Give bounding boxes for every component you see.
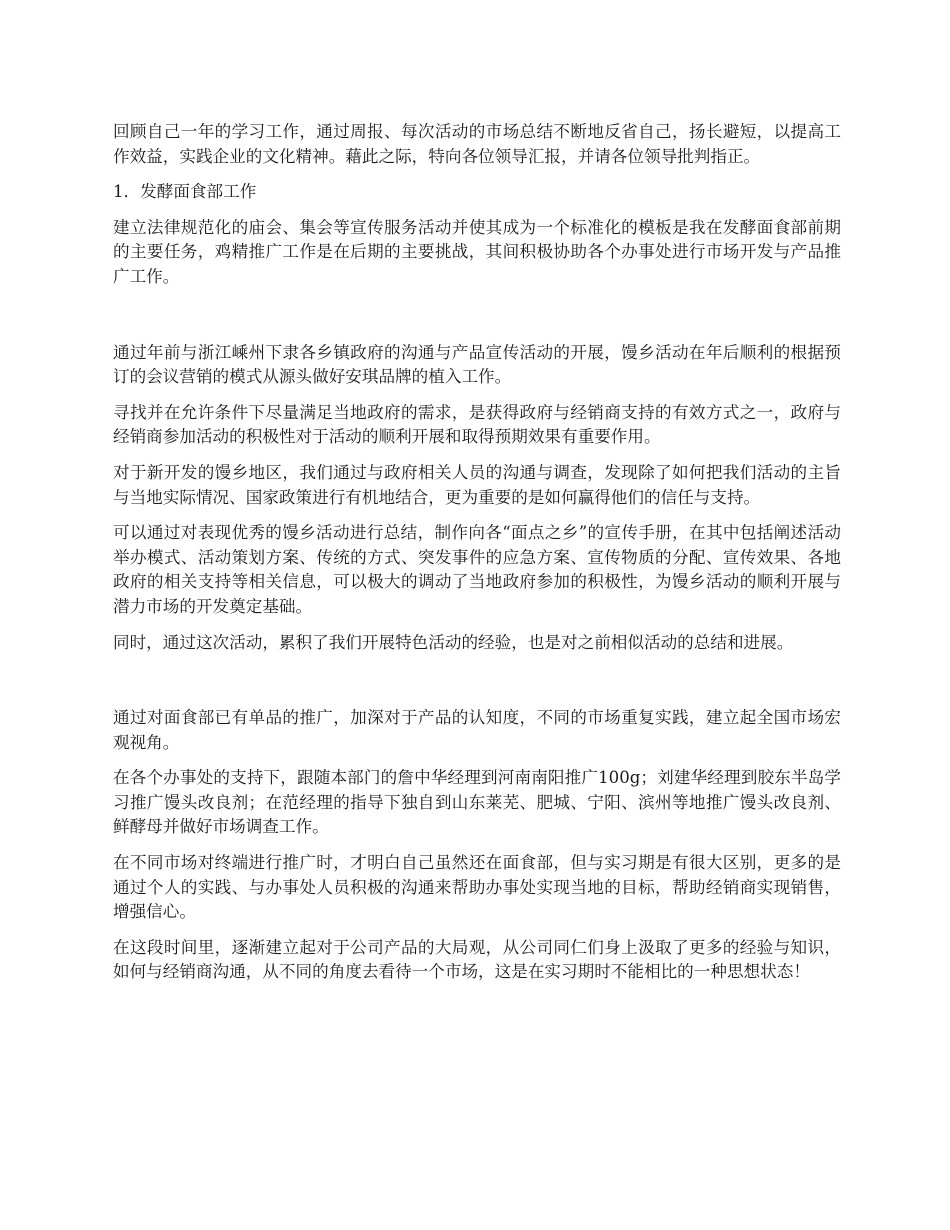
paragraph: 可以通过对表现优秀的馒乡活动进行总结，制作向各“面点之乡”的宣传手册，在其中包括阐述活动举办模式、活动策划方案、传统的方式、突发事件的应急方案、宣传物质的分配、宣传效果、各地政府的相关支持等相关信息，可以极大的调动了当地政府参加的积极性，为馒乡活动的顺利开展与潜力市场的开发奠定基础。 — [113, 523, 841, 616]
paragraph: 在不同市场对终端进行推广时，才明白自己虽然还在面食部，但与实习期是有很大区别，更多的是通过个人的实践、与办事处人员积极的沟通来帮助办事处实现当地的目标，帮助经销商实现销售，增强信心。 — [113, 853, 841, 922]
section-heading: 1．发酵面食部工作 — [113, 182, 257, 202]
paragraph: 在各个办事处的支持下，跟随本部门的詹中华经理到河南南阳推广100g；刘建华经理到胶东半岛学习推广馒头改良剂；在范经理的指导下独自到山东莱芜、肥城、宁阳、滨州等地推广馒头改良剂、鲜酵母并做好市场调查工作。 — [113, 768, 841, 837]
intro-paragraph: 回顾自己一年的学习工作，通过周报、每次活动的市场总结不断地反省自己，扬长避短，以提高工作效益，实践企业的文化精神。藉此之际，特向各位领导汇报，并请各位领导批判指正。 — [113, 122, 841, 166]
section-gap — [113, 301, 841, 341]
paragraph: 通过对面食部已有单品的推广，加深对于产品的认知度，不同的市场重复实践，建立起全国市场宏观视角。 — [113, 708, 841, 752]
paragraph: 通过年前与浙江嵊州下隶各乡镇政府的沟通与产品宣传活动的开展，馒乡活动在年后顺利的根据预订的会议营销的模式从源头做好安琪品牌的植入工作。 — [113, 342, 841, 387]
paragraph: 建立法律规范化的庙会、集会等宣传服务活动并使其成为一个标准化的模板是我在发酵面食部前期的主要任务，鸡精推广工作是在后期的主要挑战，其间积极协助各个办事处进行市场开发与产品推广工作。 — [113, 217, 841, 286]
paragraph: 对于新开发的馒乡地区，我们通过与政府相关人员的沟通与调查，发现除了如何把我们活动的主旨与当地实际情况、国家政策进行有机地结合，更为重要的是如何赢得他们的信任与支持。 — [113, 462, 841, 507]
paragraph: 同时，通过这次活动，累积了我们开展特色活动的经验，也是对之前相似活动的总结和进展。 — [113, 632, 794, 652]
paragraph: 在这段时间里，逐渐建立起对于公司产品的大局观，从公司同仁们身上汲取了更多的经验与知识，如何与经销商沟通，从不同的角度去看待一个市场，这是在实习期时不能相比的一种思想状态！ — [113, 937, 841, 982]
section-gap — [113, 666, 841, 706]
paragraph: 寻找并在允许条件下尽量满足当地政府的需求，是获得政府与经销商支持的有效方式之一，政府与经销商参加活动的积极性对于活动的顺利开展和取得预期效果有重要作用。 — [113, 402, 841, 447]
document-page — [113, 120, 841, 996]
